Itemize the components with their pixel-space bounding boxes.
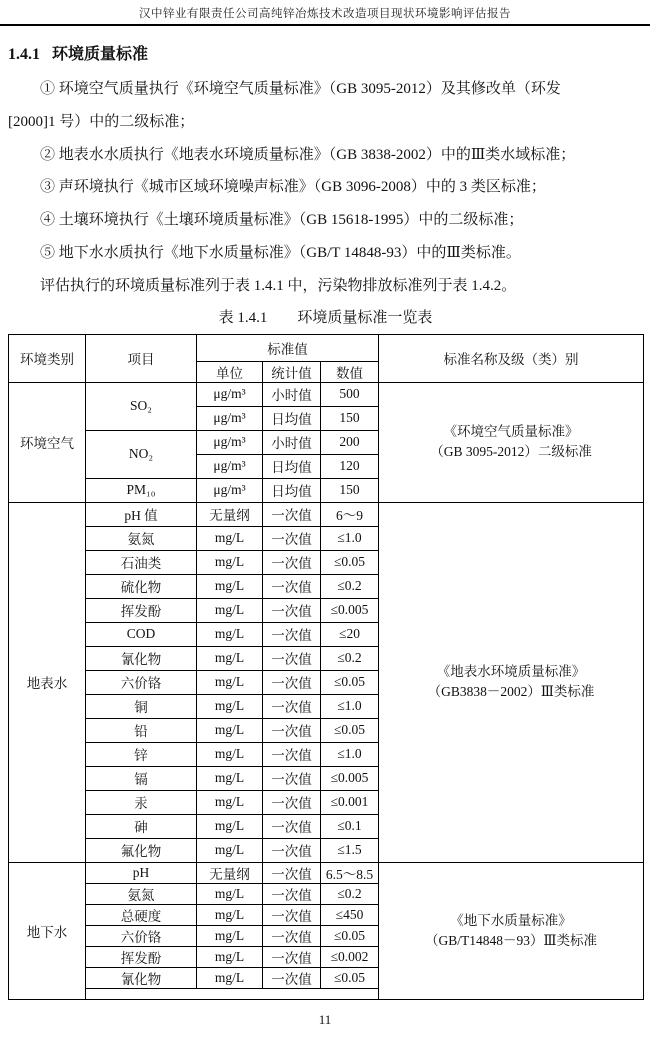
value-cell: ≤0.05 — [321, 550, 379, 574]
stat-cell: 一次值 — [263, 862, 321, 883]
standard-line: 《环境空气质量标准》 — [443, 424, 579, 440]
unit-cell: mg/L — [197, 766, 263, 790]
paragraph-line: 评估执行的环境质量标准列于表 1.4.1 中，污染物排放标准列于表 1.4.2。 — [40, 277, 517, 294]
stat-cell: 一次值 — [263, 694, 321, 718]
header-rule — [0, 24, 650, 26]
standard-line: 《地下水质量标准》 — [450, 912, 572, 928]
stat-cell: 一次值 — [263, 814, 321, 838]
item-cell: SO₂ — [86, 382, 197, 430]
unit-cell: μg/m³ — [197, 406, 263, 430]
item-cell: pH 值 — [86, 502, 197, 526]
stat-cell: 一次值 — [263, 883, 321, 904]
header-statistic: 统计值 — [263, 361, 321, 382]
item-cell: 汞 — [86, 790, 197, 814]
item-cell: 铜 — [86, 694, 197, 718]
stat-cell: 一次值 — [263, 766, 321, 790]
table-caption-label: 表 1.4.1 — [218, 309, 268, 326]
section-number: 1.4.1 — [8, 46, 40, 63]
quality-standards-table — [8, 334, 644, 1000]
category-cell: 地表水 — [9, 502, 86, 862]
value-cell: 150 — [321, 406, 379, 430]
table-header-row-1 — [9, 334, 644, 361]
spacer-cell — [86, 988, 379, 999]
header-item: 项目 — [86, 334, 197, 382]
stat-cell: 日均值 — [263, 406, 321, 430]
value-cell: ≤0.1 — [321, 814, 379, 838]
item-cell: 总硬度 — [86, 904, 197, 925]
running-header: 汉中锌业有限责任公司高纯锌冶炼技术改造项目现状环境影响评估报告 — [139, 8, 511, 20]
standard-line: （GB3838－2002）Ⅲ类标准 — [427, 684, 595, 700]
item-cell: 挥发酚 — [86, 598, 197, 622]
paragraph-line: ② 地表水水质执行《地表水环境质量标准》（GB 3838-2002）中的Ⅲ类水域标准； — [40, 146, 576, 163]
table-row — [9, 862, 644, 883]
standard-cell — [379, 862, 644, 999]
standard-cell — [379, 382, 644, 502]
item-cell: PM₁₀ — [86, 478, 197, 502]
stat-cell: 一次值 — [263, 526, 321, 550]
document-body — [0, 41, 650, 1000]
page-number: 11 — [318, 1012, 332, 1027]
standard-line: （GB/T14848－93）Ⅲ类标准 — [425, 932, 598, 948]
unit-cell: μg/m³ — [197, 382, 263, 406]
table-caption — [8, 306, 643, 327]
table-row — [9, 382, 644, 406]
value-cell: ≤0.002 — [321, 946, 379, 967]
value-cell: 500 — [321, 382, 379, 406]
stat-cell: 小时值 — [263, 430, 321, 454]
stat-cell: 一次值 — [263, 598, 321, 622]
paragraph-block — [8, 73, 643, 303]
item-cell: 氟化物 — [86, 838, 197, 862]
unit-cell: mg/L — [197, 526, 263, 550]
value-cell: ≤0.05 — [321, 967, 379, 988]
unit-cell: mg/L — [197, 598, 263, 622]
header-standard-value: 标准值 — [197, 334, 379, 361]
header-standard-name: 标准名称及级（类）别 — [379, 334, 644, 382]
value-cell: ≤0.005 — [321, 598, 379, 622]
value-cell: ≤1.0 — [321, 526, 379, 550]
value-cell: ≤0.05 — [321, 718, 379, 742]
item-cell: 挥发酚 — [86, 946, 197, 967]
unit-cell: mg/L — [197, 904, 263, 925]
stat-cell: 一次值 — [263, 574, 321, 598]
stat-cell: 一次值 — [263, 550, 321, 574]
unit-cell: μg/m³ — [197, 430, 263, 454]
header-unit: 单位 — [197, 361, 263, 382]
unit-cell: mg/L — [197, 946, 263, 967]
item-cell: COD — [86, 622, 197, 646]
value-cell: ≤0.2 — [321, 574, 379, 598]
item-cell: 石油类 — [86, 550, 197, 574]
category-cell: 地下水 — [9, 862, 86, 999]
value-cell: 120 — [321, 454, 379, 478]
value-cell: 200 — [321, 430, 379, 454]
value-cell: ≤0.05 — [321, 670, 379, 694]
item-cell: 镉 — [86, 766, 197, 790]
stat-cell: 一次值 — [263, 622, 321, 646]
standard-line: 《地表水环境质量标准》 — [436, 664, 586, 680]
stat-cell: 一次值 — [263, 967, 321, 988]
stat-cell: 一次值 — [263, 742, 321, 766]
unit-cell: μg/m³ — [197, 454, 263, 478]
value-cell: ≤450 — [321, 904, 379, 925]
value-cell: ≤0.2 — [321, 646, 379, 670]
section-heading — [8, 41, 643, 64]
unit-cell: mg/L — [197, 670, 263, 694]
header-value: 数值 — [321, 361, 379, 382]
unit-cell: mg/L — [197, 646, 263, 670]
paragraph-line: [2000]1 号）中的二级标准； — [8, 113, 195, 130]
unit-cell: mg/L — [197, 742, 263, 766]
item-cell: 氨氮 — [86, 883, 197, 904]
header-category: 环境类别 — [9, 334, 86, 382]
item-cell: 砷 — [86, 814, 197, 838]
item-cell: 六价铬 — [86, 670, 197, 694]
item-cell: 氨氮 — [86, 526, 197, 550]
value-cell: ≤1.0 — [321, 742, 379, 766]
value-cell: ≤1.0 — [321, 694, 379, 718]
item-cell: 六价铬 — [86, 925, 197, 946]
value-cell: ≤0.05 — [321, 925, 379, 946]
item-cell: NO₂ — [86, 430, 197, 478]
value-cell: ≤20 — [321, 622, 379, 646]
value-cell: ≤0.2 — [321, 883, 379, 904]
stat-cell: 一次值 — [263, 646, 321, 670]
unit-cell: 无量纲 — [197, 862, 263, 883]
standard-line: （GB 3095-2012）二级标准 — [430, 444, 592, 460]
item-cell: 氰化物 — [86, 967, 197, 988]
unit-cell: mg/L — [197, 550, 263, 574]
stat-cell: 一次值 — [263, 670, 321, 694]
table-row — [9, 502, 644, 526]
stat-cell: 一次值 — [263, 502, 321, 526]
paragraph-line: ① 环境空气质量执行《环境空气质量标准》（GB 3095-2012）及其修改单（环发 — [40, 81, 561, 97]
item-cell: pH — [86, 862, 197, 883]
unit-cell: mg/L — [197, 790, 263, 814]
stat-cell: 日均值 — [263, 454, 321, 478]
table-caption-title: 环境质量标准一览表 — [297, 309, 433, 326]
value-cell: ≤0.001 — [321, 790, 379, 814]
stat-cell: 小时值 — [263, 382, 321, 406]
item-cell: 氰化物 — [86, 646, 197, 670]
category-cell: 环境空气 — [9, 382, 86, 502]
section-title: 环境质量标准 — [52, 46, 149, 63]
unit-cell: mg/L — [197, 838, 263, 862]
unit-cell: mg/L — [197, 883, 263, 904]
item-cell: 铅 — [86, 718, 197, 742]
paragraph-line: ③ 声环境执行《城市区域环境噪声标准》（GB 3096-2008）中的 3 类区标准； — [40, 179, 546, 196]
unit-cell: mg/L — [197, 574, 263, 598]
stat-cell: 日均值 — [263, 478, 321, 502]
stat-cell: 一次值 — [263, 946, 321, 967]
item-cell: 硫化物 — [86, 574, 197, 598]
value-cell: 6.5～8.5 — [321, 862, 379, 883]
unit-cell: μg/m³ — [197, 478, 263, 502]
unit-cell: mg/L — [197, 694, 263, 718]
paragraph-line: ④ 土壤环境执行《土壤环境质量标准》（GB 15618-1995）中的二级标准； — [40, 212, 524, 229]
stat-cell: 一次值 — [263, 838, 321, 862]
unit-cell: mg/L — [197, 622, 263, 646]
unit-cell: mg/L — [197, 814, 263, 838]
value-cell: 150 — [321, 478, 379, 502]
unit-cell: mg/L — [197, 718, 263, 742]
item-cell: 锌 — [86, 742, 197, 766]
paragraph-line: ⑤ 地下水水质执行《地下水质量标准》（GB/T 14848-93）中的Ⅲ类标准。 — [40, 244, 521, 261]
value-cell: 6～9 — [321, 502, 379, 526]
value-cell: ≤1.5 — [321, 838, 379, 862]
unit-cell: mg/L — [197, 967, 263, 988]
value-cell: ≤0.005 — [321, 766, 379, 790]
unit-cell: 无量纲 — [197, 502, 263, 526]
stat-cell: 一次值 — [263, 904, 321, 925]
stat-cell: 一次值 — [263, 925, 321, 946]
stat-cell: 一次值 — [263, 790, 321, 814]
stat-cell: 一次值 — [263, 718, 321, 742]
unit-cell: mg/L — [197, 925, 263, 946]
standard-cell — [379, 502, 644, 862]
